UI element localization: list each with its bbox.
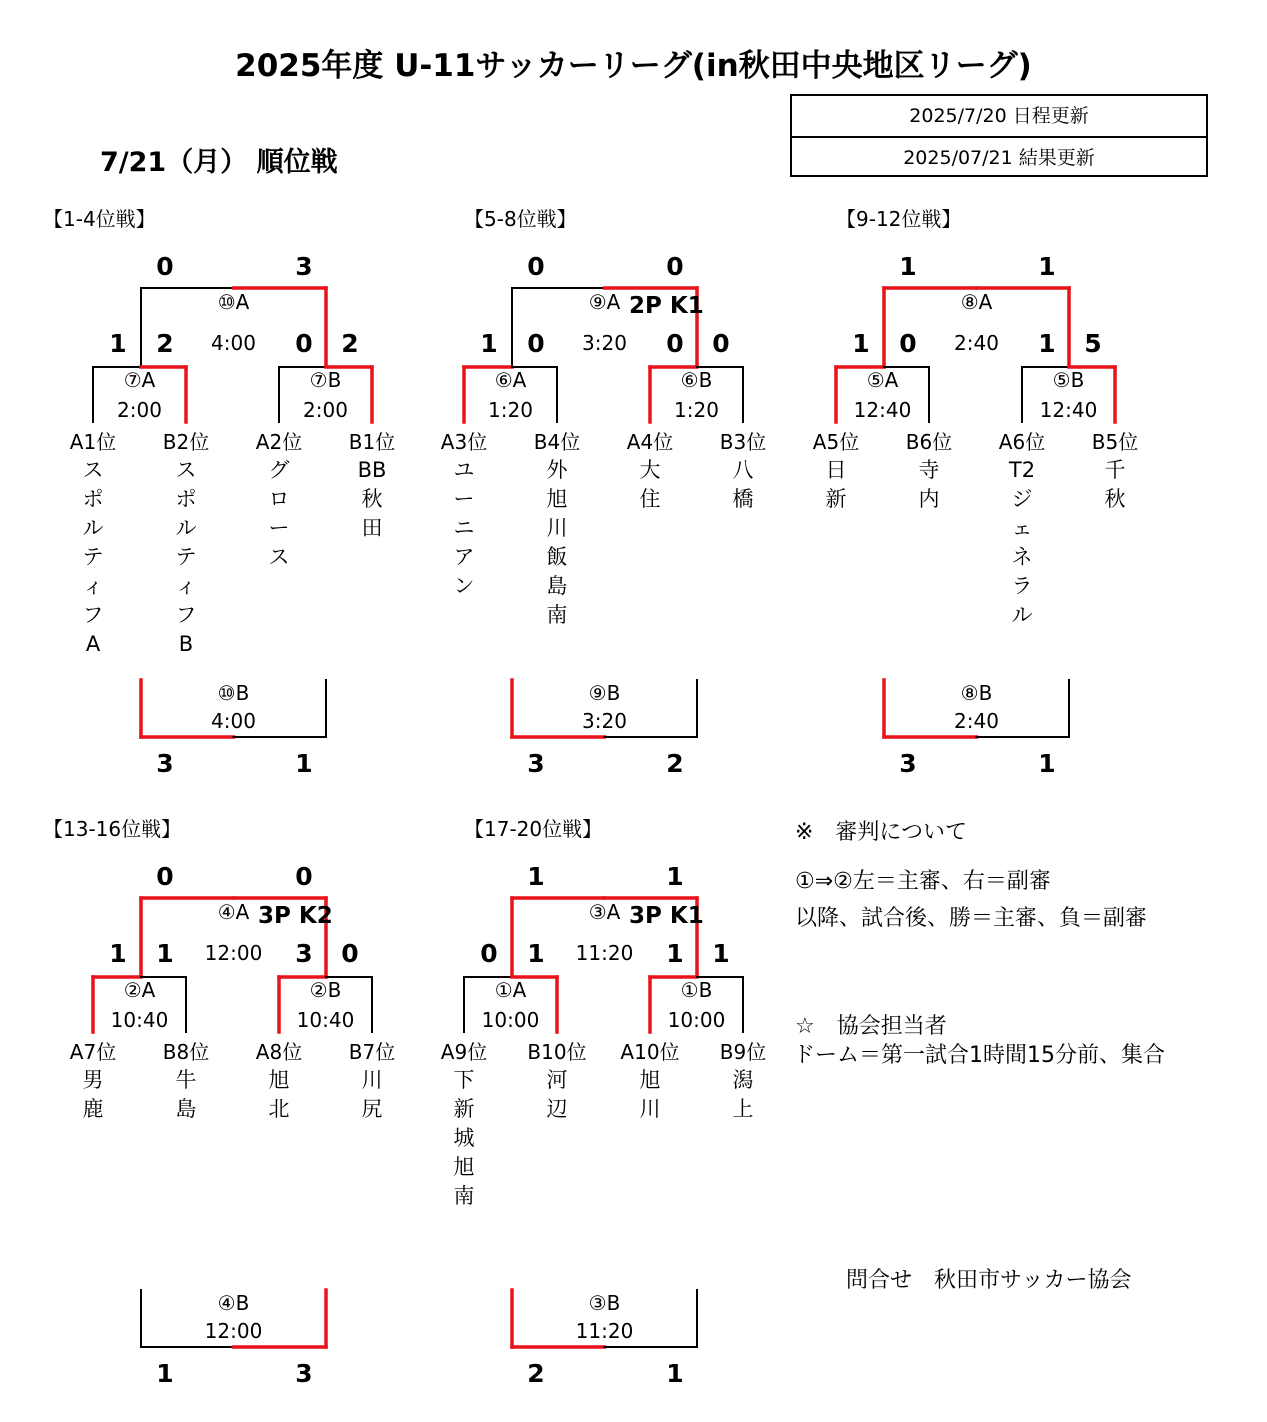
rank-label: B5位 (1091, 430, 1139, 454)
team-name: ユーニアン (453, 458, 475, 598)
final-score: 1 (666, 862, 684, 891)
third-score: 1 (1038, 749, 1056, 778)
team-name: 寺 内 (918, 458, 961, 511)
semi-score: 2 (156, 329, 174, 358)
result-update: 2025/07/21 結果更新 (903, 147, 1095, 169)
rank-label: A8位 (255, 1040, 303, 1064)
rank-label: A2位 (255, 430, 303, 454)
final-time: 11:20 (575, 941, 634, 965)
team-name: BB秋田 (357, 458, 387, 540)
semi-score: 1 (852, 329, 870, 358)
final-score: 1 (899, 252, 917, 281)
rank-label: B2位 (162, 430, 210, 454)
third-score: 3 (527, 749, 545, 778)
semi-time: 10:00 (667, 1008, 726, 1032)
referee-rule-2: 以降、試合後、勝＝主審、負＝副審 (795, 906, 1148, 931)
third-score: 2 (527, 1359, 545, 1388)
semi-time: 1:20 (488, 398, 533, 422)
third-score: 1 (666, 1359, 684, 1388)
pk-score: 2P K1 (629, 293, 704, 319)
date-label: 7/21（月） 順位戦 (100, 147, 338, 178)
final-time: 2:40 (954, 331, 999, 355)
final-game: ④A (217, 900, 250, 924)
semi-time: 10:40 (296, 1008, 355, 1032)
semi-score: 1 (1038, 329, 1056, 358)
third-score: 1 (295, 749, 313, 778)
team-name: 大 住 (639, 458, 682, 511)
third-score: 3 (899, 749, 917, 778)
referee-title: ※ 審判について (795, 820, 967, 845)
schedule-update: 2025/7/20 日程更新 (792, 96, 1206, 138)
team-name: 牛 島 (175, 1068, 218, 1121)
final-time: 12:00 (204, 941, 263, 965)
final-game: ⑧A (960, 290, 993, 314)
rank-label: B8位 (162, 1040, 210, 1064)
assoc-note: ドーム＝第一試合1時間15分前、集合 (793, 1043, 1165, 1068)
semi-score: 0 (295, 329, 313, 358)
semi-game: ⑤A (866, 368, 899, 392)
third-score: 3 (156, 749, 174, 778)
rank-label: B6位 (905, 430, 953, 454)
third-score: 3 (295, 1359, 313, 1388)
final-score: 1 (1038, 252, 1056, 281)
third-time: 12:00 (204, 1319, 263, 1343)
team-name: グロース (268, 458, 290, 569)
semi-score: 1 (666, 939, 684, 968)
contact-note: 問合せ 秋田市サッカー協会 (846, 1268, 1132, 1293)
semi-score: 3 (295, 939, 313, 968)
third-time: 4:00 (211, 709, 256, 733)
final-time: 3:20 (582, 331, 627, 355)
section-title: 【13-16位戦】 (43, 817, 182, 841)
team-name: 八 橋 (732, 458, 775, 511)
team-name: 男 鹿 (82, 1068, 125, 1121)
semi-score: 1 (712, 939, 730, 968)
semi-score: 5 (1084, 329, 1102, 358)
semi-time: 2:00 (303, 398, 348, 422)
pk-score: 3P K1 (629, 903, 704, 929)
final-time: 4:00 (211, 331, 256, 355)
final-game: ⑩A (217, 290, 250, 314)
team-name: 旭 北 (268, 1068, 311, 1121)
rank-label: A5位 (812, 430, 860, 454)
semi-game: ⑦A (123, 368, 156, 392)
team-name: 川 尻 (361, 1068, 404, 1121)
rank-label: A10位 (620, 1040, 680, 1064)
third-game: ③B (588, 1291, 621, 1315)
semi-score: 0 (712, 329, 730, 358)
semi-game: ②B (309, 978, 342, 1002)
final-score: 0 (295, 862, 313, 891)
rank-label: A1位 (69, 430, 117, 454)
semi-score: 1 (156, 939, 174, 968)
third-time: 2:40 (954, 709, 999, 733)
semi-score: 0 (341, 939, 359, 968)
third-game: ⑨B (588, 681, 621, 705)
semi-game: ①B (680, 978, 713, 1002)
semi-game: ①A (494, 978, 527, 1002)
rank-label: B9位 (719, 1040, 767, 1064)
third-score: 1 (156, 1359, 174, 1388)
rank-label: B3位 (719, 430, 767, 454)
team-name: T2ジェネラル (1008, 458, 1036, 627)
final-score: 0 (156, 252, 174, 281)
team-name: 日 新 (825, 458, 868, 511)
rank-label: B10位 (527, 1040, 587, 1064)
semi-score: 1 (480, 329, 498, 358)
semi-time: 12:40 (853, 398, 912, 422)
rank-label: A3位 (440, 430, 488, 454)
rank-label: A9位 (440, 1040, 488, 1064)
semi-time: 12:40 (1039, 398, 1098, 422)
final-score: 0 (666, 252, 684, 281)
referee-rule-1: ①⇒②左＝主審、右＝副審 (795, 869, 1051, 894)
semi-game: ⑦B (309, 368, 342, 392)
rank-label: B4位 (533, 430, 581, 454)
final-score: 0 (156, 862, 174, 891)
page-title: 2025年度 U-11サッカーリーグ(in秋田中央地区リーグ) (235, 48, 1032, 84)
rank-label: A6位 (998, 430, 1046, 454)
pk-score: 3P K2 (258, 903, 333, 929)
final-score: 0 (527, 252, 545, 281)
third-game: ④B (217, 1291, 250, 1315)
final-game: ⑨A (588, 290, 621, 314)
final-game: ③A (588, 900, 621, 924)
semi-score: 0 (527, 329, 545, 358)
team-name: 千 秋 (1104, 458, 1147, 511)
semi-time: 1:20 (674, 398, 719, 422)
section-title: 【5-8位戦】 (464, 207, 577, 231)
rank-label: B1位 (348, 430, 396, 454)
third-game: ⑩B (217, 681, 250, 705)
assoc-title: ☆ 協会担当者 (795, 1014, 947, 1039)
semi-score: 0 (480, 939, 498, 968)
team-name: 潟 上 (732, 1068, 775, 1121)
third-time: 3:20 (582, 709, 627, 733)
team-name: 外旭川飯島南 (546, 458, 568, 627)
team-name: スポルティフA (82, 458, 104, 656)
semi-game: ②A (123, 978, 156, 1002)
semi-score: 2 (341, 329, 359, 358)
semi-score: 0 (666, 329, 684, 358)
semi-score: 1 (527, 939, 545, 968)
semi-score: 1 (109, 939, 127, 968)
team-name: スポルティフB (175, 458, 197, 656)
section-title: 【9-12位戦】 (836, 207, 962, 231)
third-time: 11:20 (575, 1319, 634, 1343)
rank-label: A4位 (626, 430, 674, 454)
third-game: ⑧B (960, 681, 993, 705)
semi-score: 0 (899, 329, 917, 358)
third-score: 2 (666, 749, 684, 778)
semi-score: 1 (109, 329, 127, 358)
team-name: 下新城旭南 (453, 1068, 475, 1208)
section-title: 【17-20位戦】 (464, 817, 603, 841)
team-name: 河 辺 (546, 1068, 589, 1121)
section-title: 【1-4位戦】 (43, 207, 156, 231)
semi-time: 2:00 (117, 398, 162, 422)
semi-game: ⑥A (494, 368, 527, 392)
rank-label: B7位 (348, 1040, 396, 1064)
semi-game: ⑤B (1052, 368, 1085, 392)
team-name: 旭 川 (639, 1068, 682, 1121)
rank-label: A7位 (69, 1040, 117, 1064)
semi-game: ⑥B (680, 368, 713, 392)
final-score: 3 (295, 252, 313, 281)
final-score: 1 (527, 862, 545, 891)
semi-time: 10:40 (110, 1008, 169, 1032)
semi-time: 10:00 (481, 1008, 540, 1032)
